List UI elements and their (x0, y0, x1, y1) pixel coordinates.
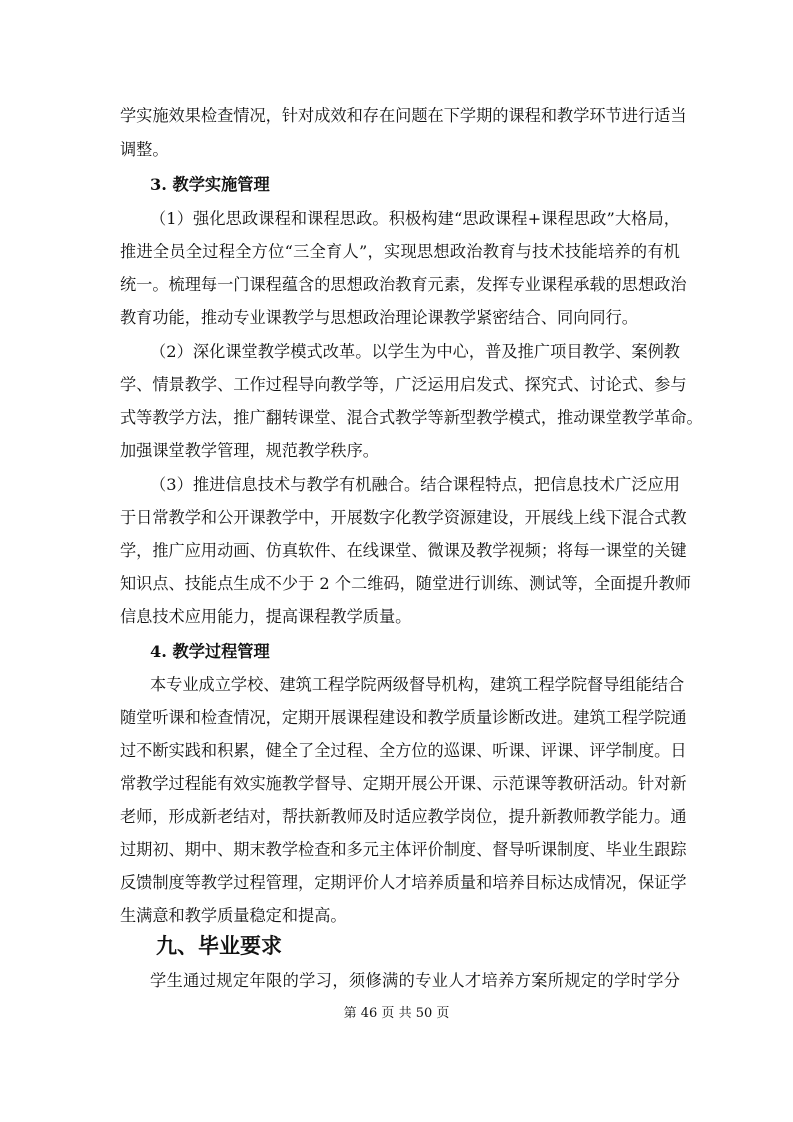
body-text-line: 知识点、技能点生成不少于 2 个二维码，随堂进行训练、测试等，全面提升教师 (120, 574, 691, 593)
body-text-line: 统一。梳理每一门课程蕴含的思想政治教育元素，发挥专业课程承载的思想政治 (120, 275, 687, 294)
body-text-line: 常教学过程能有效实施教学督导、定期开展公开课、示范课等教研活动。针对新 (120, 774, 687, 793)
body-text-line: 学实施效果检查情况，针对成效和存在问题在下学期的课程和教学环节进行适当 (120, 106, 687, 125)
body-text-line: 生满意和教学质量稳定和提高。 (120, 906, 347, 925)
page-number-footer: 第 46 页 共 50 页 (343, 1006, 450, 1021)
body-text-line: 加强课堂教学管理，规范教学秩序。 (120, 441, 379, 460)
body-text-line: 本专业成立学校、建筑工程学院两级督导机构，建筑工程学院督导组能结合 (150, 675, 685, 694)
body-text-line: （3）推进信息技术与教学有机融合。结合课程特点，把信息技术广泛应用 (150, 475, 680, 494)
body-text-line: 式等教学方法，推广翻转课堂、混合式教学等新型教学模式，推动课堂教学革命。 (120, 408, 703, 427)
body-text-line: 教育功能，推动专业课教学与思想政治理论课教学紧密结合、同向同行。 (120, 308, 638, 327)
body-text-line: 信息技术应用能力，提高课程教学质量。 (120, 607, 412, 626)
body-text-line: 学，推广应用动画、仿真软件、在线课堂、微课及教学视频；将每一课堂的关键 (120, 541, 687, 560)
body-text-line: （2）深化课堂教学模式改革。以学生为中心，普及推广项目教学、案例教 (150, 342, 680, 361)
body-text-line: 学生通过规定年限的学习，须修满的专业人才培养方案所规定的学时学分 (150, 971, 680, 990)
body-text-line: 过期初、期中、期末教学检查和多元主体评价制度、督导听课制度、毕业生跟踪 (120, 840, 687, 859)
body-text-line: 推进全员全过程全方位“三全育人”，实现思想政治教育与技术技能培养的有机 (120, 242, 680, 261)
section-heading-teaching-implementation: 3. 教学实施管理 (150, 175, 270, 194)
section-heading-teaching-process: 4. 教学过程管理 (150, 642, 270, 661)
body-text-line: 反馈制度等教学过程管理，定期评价人才培养质量和培养目标达成情况，保证学 (120, 873, 687, 892)
body-text-line: （1）强化思政课程和课程思政。积极构建“思政课程+课程思政”大格局， (150, 209, 680, 228)
body-text-line: 随堂听课和检查情况，定期开展课程建设和教学质量诊断改进。建筑工程学院通 (120, 708, 687, 727)
body-text-line: 过不断实践和积累，健全了全过程、全方位的巡课、听课、评课、评学制度。日 (120, 741, 687, 760)
body-text-line: 学、情景教学、工作过程导向教学等，广泛运用启发式、探究式、讨论式、参与 (120, 375, 687, 394)
chapter-heading-graduation-requirements: 九、毕业要求 (156, 934, 282, 958)
body-text-line: 老师，形成新老结对，帮扶新教师及时适应教学岗位，提升新教师教学能力。通 (120, 807, 687, 826)
body-text-line: 调整。 (120, 140, 169, 159)
body-text-line: 于日常教学和公开课教学中，开展数字化教学资源建设，开展线上线下混合式教 (120, 508, 687, 527)
